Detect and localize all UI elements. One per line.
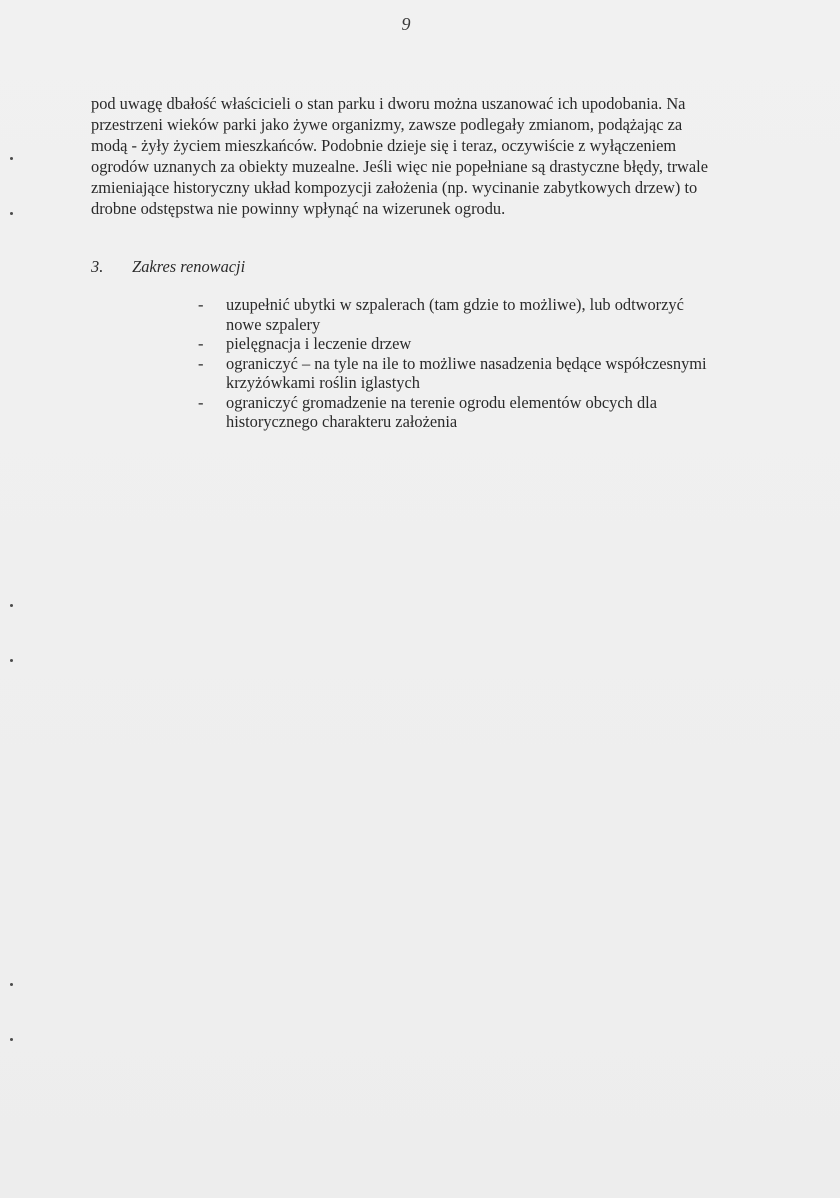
list-item [198, 295, 758, 334]
list-item-line: historycznego charakteru założenia [226, 412, 458, 431]
intro-line: ogrodów uznanych za obiekty muzealne. Jeśli więc nie popełniane są drastyczne błędy, trwale [91, 157, 708, 176]
intro-line: drobne odstępstwa nie powinny wpłynąć na wizerunek ogrodu. [91, 199, 506, 218]
list-item [198, 354, 758, 393]
list-item-line: uzupełnić ubytki w szpalerach (tam gdzie to możliwe), lub odtworzyć [226, 295, 684, 314]
renovation-scope-list [198, 295, 758, 432]
punch-hole-mark [10, 212, 13, 215]
list-item [198, 393, 758, 432]
intro-line: modą - żyły życiem mieszkańców. Podobnie dzieje się i teraz, oczywiście z wyłączeniem [91, 136, 677, 155]
section-number: 3. [91, 257, 104, 276]
intro-line: zmieniające historyczny układ kompozycji założenia (np. wycinanie zabytkowych drzew) to [91, 178, 698, 197]
list-dash: - [198, 295, 204, 314]
list-item [198, 334, 758, 354]
list-item-line: pielęgnacja i leczenie drzew [226, 334, 412, 353]
intro-paragraph [91, 93, 751, 219]
list-item-line: ograniczyć – na tyle na ile to możliwe nasadzenia będące współczesnymi [226, 353, 707, 373]
section-title: Zakres renowacji [132, 257, 246, 276]
section-heading [91, 256, 245, 277]
list-item-line: krzyżówkami roślin iglastych [226, 373, 420, 392]
list-dash: - [198, 334, 204, 353]
punch-hole-mark [10, 1038, 13, 1041]
punch-hole-mark [10, 604, 13, 607]
list-dash: - [198, 392, 204, 412]
punch-hole-mark [10, 659, 13, 662]
list-dash: - [198, 353, 204, 373]
punch-hole-mark [10, 157, 13, 160]
intro-line: przestrzeni wieków parki jako żywe organizmy, zawsze podlegały zmianom, podążając za [91, 115, 683, 134]
punch-hole-mark [10, 983, 13, 986]
list-item-line: ograniczyć gromadzenie na terenie ogrodu elementów obcych dla [226, 392, 657, 412]
intro-line: pod uwagę dbałość właścicieli o stan parku i dworu można uszanować ich upodobania. Na [91, 94, 686, 113]
list-item-line: nowe szpalery [226, 314, 321, 334]
page-number: 9 [401, 14, 411, 34]
